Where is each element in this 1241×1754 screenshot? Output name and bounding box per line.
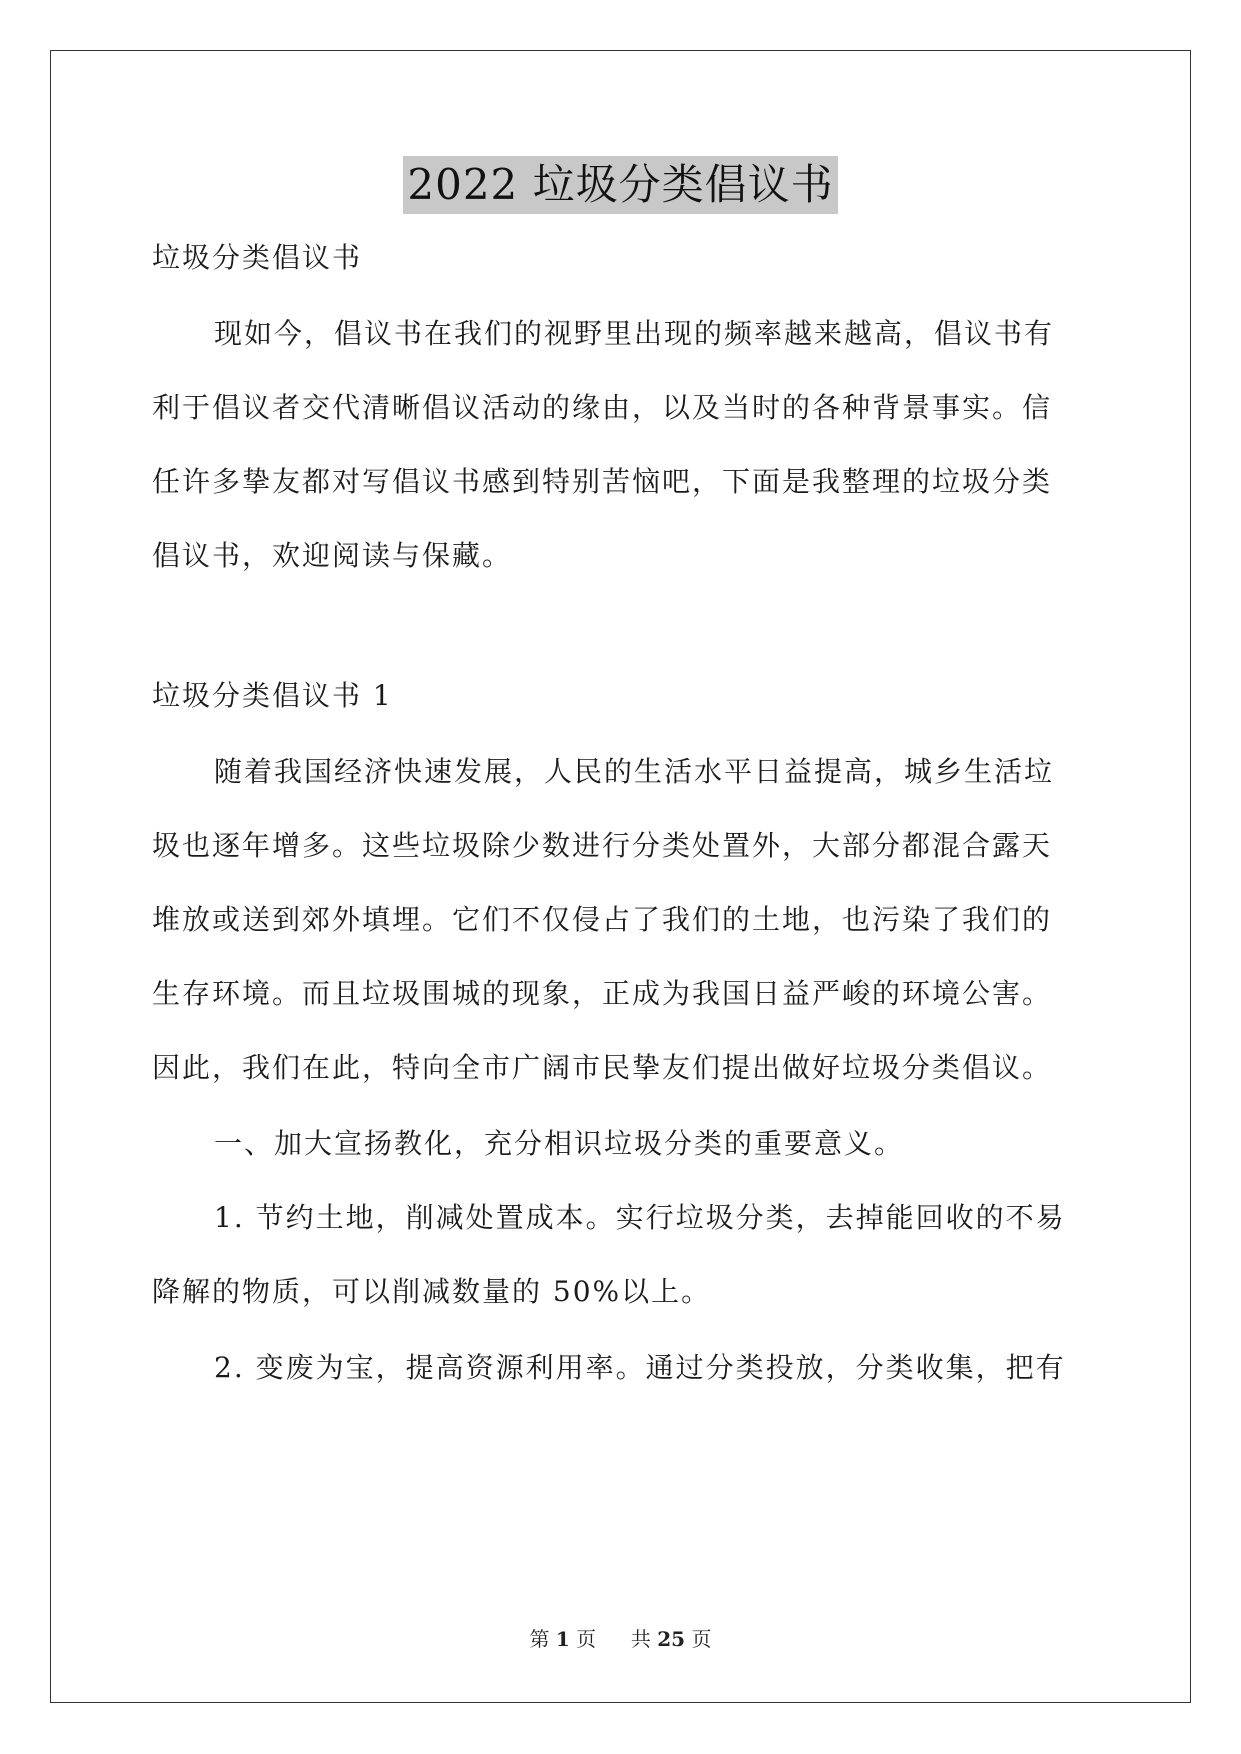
total-prefix: 共 [630,1627,651,1651]
paragraph-line: 倡议书，欢迎阅读与保藏。 [152,539,513,572]
section-heading: 垃圾分类倡议书 1 [152,679,393,712]
paragraph-line: 利于倡议者交代清晰倡议活动的缘由，以及当时的各种背景事实。信 [152,391,1053,424]
paragraph-line: 随着我国经济快速发展，人民的生活水平日益提高，城乡生活垃 [214,755,1055,788]
title-container [0,156,1241,214]
page-label-suffix: 页 [576,1627,597,1651]
page-number: 1 [555,1627,570,1651]
list-heading: 一、加大宣扬教化，充分相识垃圾分类的重要意义。 [214,1127,905,1160]
paragraph-line: 圾也逐年增多。这些垃圾除少数进行分类处置外，大部分都混合露天 [152,829,1053,862]
list-item: 1. 节约土地，削减处置成本。实行垃圾分类，去掉能回收的不易 [214,1201,1066,1234]
paragraph-line: 堆放或送到郊外填埋。它们不仅侵占了我们的土地，也污染了我们的 [152,903,1053,936]
paragraph-line: 因此，我们在此，特向全市广阔市民挚友们提出做好垃圾分类倡议。 [152,1051,1053,1084]
list-item: 2. 变废为宝，提高资源利用率。通过分类投放，分类收集，把有 [214,1351,1066,1384]
page-border [50,50,1191,1703]
page-footer [0,1626,1241,1652]
total-suffix: 页 [691,1627,712,1651]
section-heading: 垃圾分类倡议书 [152,241,363,274]
total-pages: 25 [657,1627,686,1651]
paragraph-line: 任许多挚友都对写倡议书感到特别苦恼吧，下面是我整理的垃圾分类 [152,465,1053,498]
paragraph-line: 降解的物质，可以削减数量的 50%以上。 [152,1275,712,1308]
paragraph-line: 生存环境。而且垃圾围城的现象，正成为我国日益严峻的环境公害。 [152,977,1053,1010]
paragraph-line: 现如今，倡议书在我们的视野里出现的频率越来越高，倡议书有 [214,317,1055,350]
page-label-prefix: 第 [529,1627,550,1651]
document-title: 2022 垃圾分类倡议书 [403,156,837,214]
